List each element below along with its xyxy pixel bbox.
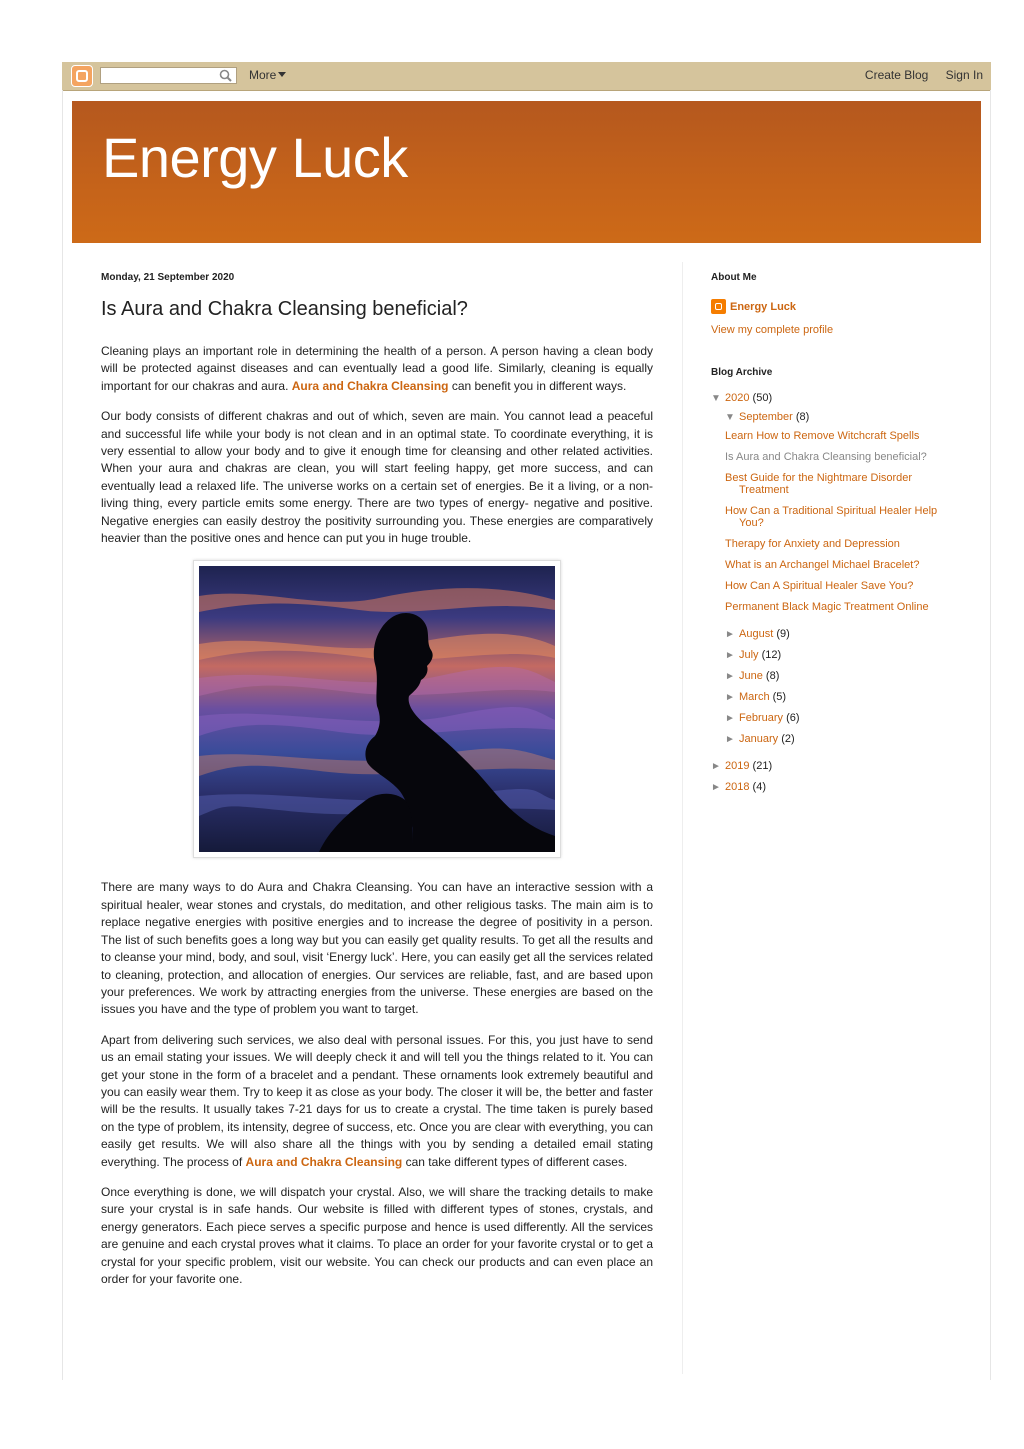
post-body — [101, 343, 653, 1288]
archive-year-label[interactable]: 2019 — [725, 760, 750, 772]
collapse-arrow-icon[interactable]: ▼ — [711, 393, 721, 404]
caret-down-icon — [278, 72, 286, 77]
create-blog-link[interactable]: Create Blog — [864, 68, 929, 82]
archive-count: (4) — [752, 781, 766, 793]
post-paragraph: Once everything is done, we will dispatch your crystal. Also, we will share the tracking details to make sure your crystal is in safe hands. Our website is filled with different types of stones, crystals, and energy generators. Each piece serves a specific purpose and hence is used differently. All the services are genuine and each crystal proves what it claims. To place an order for your favorite crystal or to get a crystal for your specific problem, visit our website. You can check our products and can even place an order for your favorite one. — [101, 1184, 653, 1286]
archive-count: (50) — [752, 392, 773, 404]
archive-post-link[interactable]: Permanent Black Magic Treatment Online — [725, 601, 929, 613]
archive-count: (8) — [765, 670, 780, 682]
blog-archive-heading: Blog Archive — [711, 367, 773, 378]
main-column — [101, 272, 653, 1301]
archive-month-label[interactable]: June — [739, 670, 763, 682]
archive-month-august[interactable] — [711, 628, 971, 640]
archive-month-march[interactable] — [711, 691, 971, 703]
post-image[interactable] — [193, 560, 561, 858]
archive-year-label[interactable]: 2020 — [725, 392, 750, 404]
blog-title[interactable]: Energy Luck — [102, 126, 408, 189]
blog-archive-tree — [711, 392, 971, 793]
paragraph-text: Apart from delivering such services, we also deal with personal issues. For this, you just have to send us an email stating your issues. We will deeply check it and will tell you the things related to it. You can get your stone in the form of a bracelet and a pendant. These ornaments look extremely beautiful and you can easily wear them. Try to keep it as close as your body. The closer it will be, the better and faster will be the results. It usually takes 7-21 days for us to create a crystal. The time taken is purely based on the type of problem, its intensity, degree of success, etc. Once you are clear with everything, you can easily get results. We will also share all the things with you by sending a detailed email stating everything. The process of — [101, 1032, 653, 1169]
meditating-silhouette-image — [199, 566, 555, 852]
post-paragraph — [101, 1032, 653, 1171]
blogger-navbar — [62, 62, 991, 91]
post-paragraph: Our body consists of different chakras and out of which, seven are main. You cannot lead a peaceful and successful life while your body is not clean and in an optimal state. To coordinate everything, it is very essential to allow your body and to give it enough time for cleansing and other related activities. When your aura and chakras are clean, you will start feeling happy, get more success, and can eventually lead a relaxed life. The universe works on a certain set of energies. Be it a living, or a non-living thing, every particle emits some energy. There are two types of energy- negative and positive. Negative energies can easily destroy the positivity surrounding you. These energies are comparatively heavier than the positive ones and hence can put you in huge trouble. — [101, 409, 653, 546]
archive-post-link[interactable]: Learn How to Remove Witchcraft Spells — [725, 430, 920, 442]
archive-year-2018[interactable] — [711, 781, 971, 793]
archive-month-february[interactable] — [711, 712, 971, 724]
sidebar — [711, 272, 971, 793]
paragraph-text: can benefit you in different ways. — [448, 378, 627, 393]
expand-arrow-icon[interactable]: ► — [725, 713, 735, 724]
archive-post-link[interactable]: How Can a Traditional Spiritual Healer Help You? — [725, 505, 938, 529]
expand-arrow-icon[interactable]: ► — [725, 650, 735, 661]
archive-month-january[interactable] — [711, 733, 971, 745]
column-divider — [682, 262, 683, 1374]
archive-month-label[interactable]: September — [739, 411, 793, 423]
archive-month-september[interactable] — [711, 411, 971, 423]
blogger-profile-icon — [711, 299, 726, 314]
archive-count: (12) — [761, 649, 782, 661]
paragraph-text: can take different types of different cases. — [402, 1154, 628, 1169]
about-me-heading: About Me — [711, 272, 757, 283]
expand-arrow-icon[interactable]: ► — [725, 629, 735, 640]
blogger-logo-icon[interactable] — [71, 65, 93, 87]
archive-month-label[interactable]: February — [739, 712, 784, 724]
expand-arrow-icon[interactable]: ► — [711, 761, 721, 772]
collapse-arrow-icon[interactable]: ▼ — [725, 412, 735, 423]
post-paragraph — [101, 343, 653, 395]
archive-month-june[interactable] — [711, 670, 971, 682]
archive-count: (9) — [776, 628, 790, 640]
archive-month-label[interactable]: July — [739, 649, 759, 661]
archive-month-label[interactable]: August — [739, 628, 774, 640]
expand-arrow-icon[interactable]: ► — [725, 692, 735, 703]
more-label: More — [249, 68, 277, 82]
search-input[interactable] — [100, 67, 237, 84]
expand-arrow-icon[interactable]: ► — [725, 671, 735, 682]
post-title[interactable]: Is Aura and Chakra Cleansing beneficial? — [101, 298, 468, 320]
archive-post-link[interactable]: What is an Archangel Michael Bracelet? — [725, 559, 920, 571]
archive-month-label[interactable]: March — [739, 691, 770, 703]
post-paragraph: There are many ways to do Aura and Chakra Cleansing. You can have an interactive session with a spiritual healer, wear stones and crystals, do meditation, and other religious tasks. The main aim is to replace negative energies with positive energies and to increase the degree of positivity in a person. The list of such benefits goes a long way but you can easily get quality results. To get all the results and to cleanse your mind, body, and soul, visit ‘Energy luck’. Here, you can easily get all the services related to cleaning, protection, and allocation of energies. Our services are reliable, fast, and are based upon your preferences. We work by attracting energies from the universe. These energies are based on the issues you have and the type of problem you want to target. — [101, 880, 653, 1017]
profile-name-link[interactable]: Energy Luck — [730, 300, 797, 313]
archive-count: (6) — [786, 712, 800, 724]
post-date: Monday, 21 September 2020 — [101, 272, 235, 283]
view-profile-link[interactable]: View my complete profile — [711, 324, 834, 336]
archive-post-link[interactable]: Best Guide for the Nightmare Disorder Treatment — [725, 472, 913, 496]
archive-count: (8) — [795, 411, 810, 423]
archive-count: (21) — [752, 760, 773, 772]
profile-name-row — [711, 299, 971, 314]
sign-in-link[interactable]: Sign In — [945, 68, 983, 82]
archive-post-link[interactable]: Therapy for Anxiety and Depression — [725, 538, 900, 550]
archive-year-2020[interactable] — [711, 392, 971, 404]
archive-month-july[interactable] — [711, 649, 971, 661]
expand-arrow-icon[interactable]: ► — [711, 782, 721, 793]
aura-chakra-link[interactable]: Aura and Chakra Cleansing — [245, 1154, 403, 1169]
more-menu[interactable] — [249, 68, 286, 82]
archive-post-current: Is Aura and Chakra Cleansing beneficial? — [725, 451, 927, 463]
search-icon[interactable] — [219, 69, 232, 82]
archive-count: (5) — [772, 691, 787, 703]
aura-chakra-link[interactable]: Aura and Chakra Cleansing — [291, 378, 449, 393]
archive-year-label[interactable]: 2018 — [725, 781, 750, 793]
archive-month-label[interactable]: January — [739, 733, 779, 745]
archive-post-link[interactable]: How Can A Spiritual Healer Save You? — [725, 580, 914, 592]
archive-count: (2) — [781, 733, 795, 745]
archive-year-2019[interactable] — [711, 760, 971, 772]
expand-arrow-icon[interactable]: ► — [725, 734, 735, 745]
paragraph-text: Cleaning plays an important role in determining the health of a person. A person having a clean body will be protected against diseases and can eventually lead a good life. Similarly, cleaning is equally important for our chakras and aura. — [101, 344, 653, 393]
blog-header — [72, 101, 981, 243]
